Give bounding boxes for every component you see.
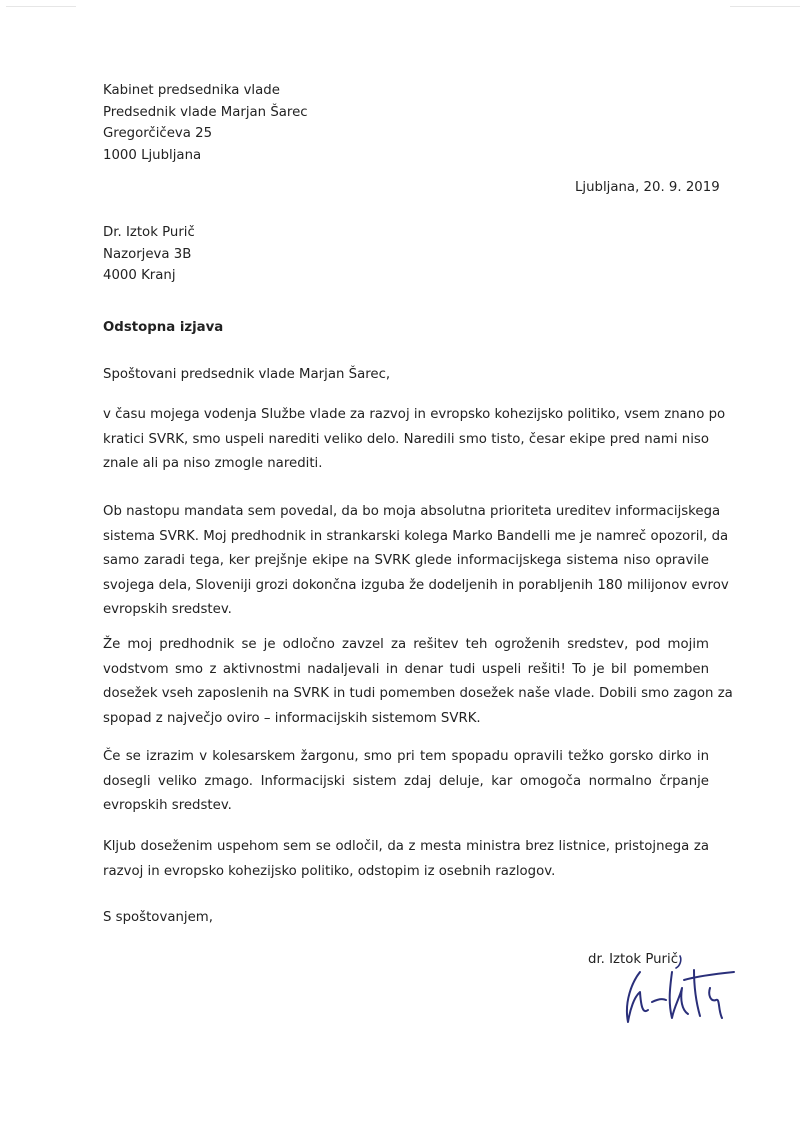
sender-line: Nazorjeva 3B bbox=[103, 246, 192, 262]
paragraph-line: Kljub doseženim uspehom sem se odločil, da z mesta ministra brez listnice, pristojnega za bbox=[103, 839, 709, 854]
paragraph-line: razvoj in evropsko kohezijsko politiko, odstopim iz osebnih razlogov. bbox=[103, 863, 556, 879]
paragraph-line: vodstvom smo z aktivnostmi nadaljevali in denar tudi uspeli rešiti! To je bil pomemben bbox=[103, 661, 709, 677]
recipient-address bbox=[103, 80, 308, 166]
closing-phrase: S spoštovanjem, bbox=[103, 910, 213, 925]
recipient-line: Kabinet predsednika vlade bbox=[103, 83, 280, 98]
paragraph-line: dosegli veliko zmago. Informacijski sistem zdaj deluje, kar omogoča normalno črpanje bbox=[103, 773, 709, 789]
paragraph-line: kratici SVRK, smo uspeli narediti veliko delo. Naredili smo tisto, česar ekipe pred nami niso bbox=[103, 431, 709, 447]
body-paragraph bbox=[103, 633, 733, 731]
salutation: Spoštovani predsednik vlade Marjan Šarec, bbox=[103, 367, 391, 382]
paragraph-line: spopad z največjo oviro – informacijskih sistemom SVRK. bbox=[103, 710, 481, 726]
paragraph-line: Ob nastopu mandata sem povedal, da bo moja absolutna prioriteta ureditev informacijskega bbox=[103, 504, 721, 519]
paragraph-line: Če se izrazim v kolesarskem žargonu, smo pri tem spopadu opravili težko gorsko dirko in bbox=[103, 749, 709, 764]
body-paragraph bbox=[103, 500, 729, 623]
paragraph-line: samo zaradi tega, ker prejšnje ekipe na SVRK glede informacijskega sistema niso opravile bbox=[103, 553, 709, 568]
recipient-line: 1000 Ljubljana bbox=[103, 147, 202, 163]
scan-edge-mark bbox=[730, 6, 800, 7]
recipient-line: Gregorčičeva 25 bbox=[103, 126, 213, 141]
paragraph-line: svojega dela, Sloveniji grozi dokončna izguba že dodeljenih in porabljenih 180 milijonov evrov bbox=[103, 577, 729, 593]
handwritten-signature bbox=[610, 952, 740, 1032]
sender-line: 4000 Kranj bbox=[103, 268, 176, 283]
paragraph-line: dosežek vseh zaposlenih na SVRK in tudi pomemben dosežek naše vlade. Dobili smo zagon za bbox=[103, 686, 733, 701]
paragraph-line: evropskih sredstev. bbox=[103, 798, 232, 813]
scan-edge-mark bbox=[6, 6, 76, 7]
body-paragraph bbox=[103, 745, 709, 819]
paragraph-line: sistema SVRK. Moj predhodnik in strankarski kolega Marko Bandelli me je namreč opozoril, da bbox=[103, 528, 729, 544]
body-paragraph bbox=[103, 403, 726, 477]
paragraph-line: evropskih sredstev. bbox=[103, 602, 232, 617]
letter-subject: Odstopna izjava bbox=[103, 320, 224, 335]
letter-date: Ljubljana, 20. 9. 2019 bbox=[575, 180, 720, 195]
paragraph-line: v času mojega vodenja Službe vlade za razvoj in evropsko kohezijsko politiko, vsem znano po bbox=[103, 407, 726, 422]
signature-name: dr. Iztok Purič bbox=[588, 952, 679, 967]
sender-line: Dr. Iztok Purič bbox=[103, 225, 195, 240]
sender-address bbox=[103, 222, 195, 287]
paragraph-line: znale ali pa niso zmogle narediti. bbox=[103, 456, 323, 471]
recipient-line: Predsednik vlade Marjan Šarec bbox=[103, 104, 308, 120]
paragraph-line: Že moj predhodnik se je odločno zavzel za rešitev teh ogroženih sredstev, pod mojim bbox=[103, 637, 709, 652]
body-paragraph bbox=[103, 835, 709, 884]
